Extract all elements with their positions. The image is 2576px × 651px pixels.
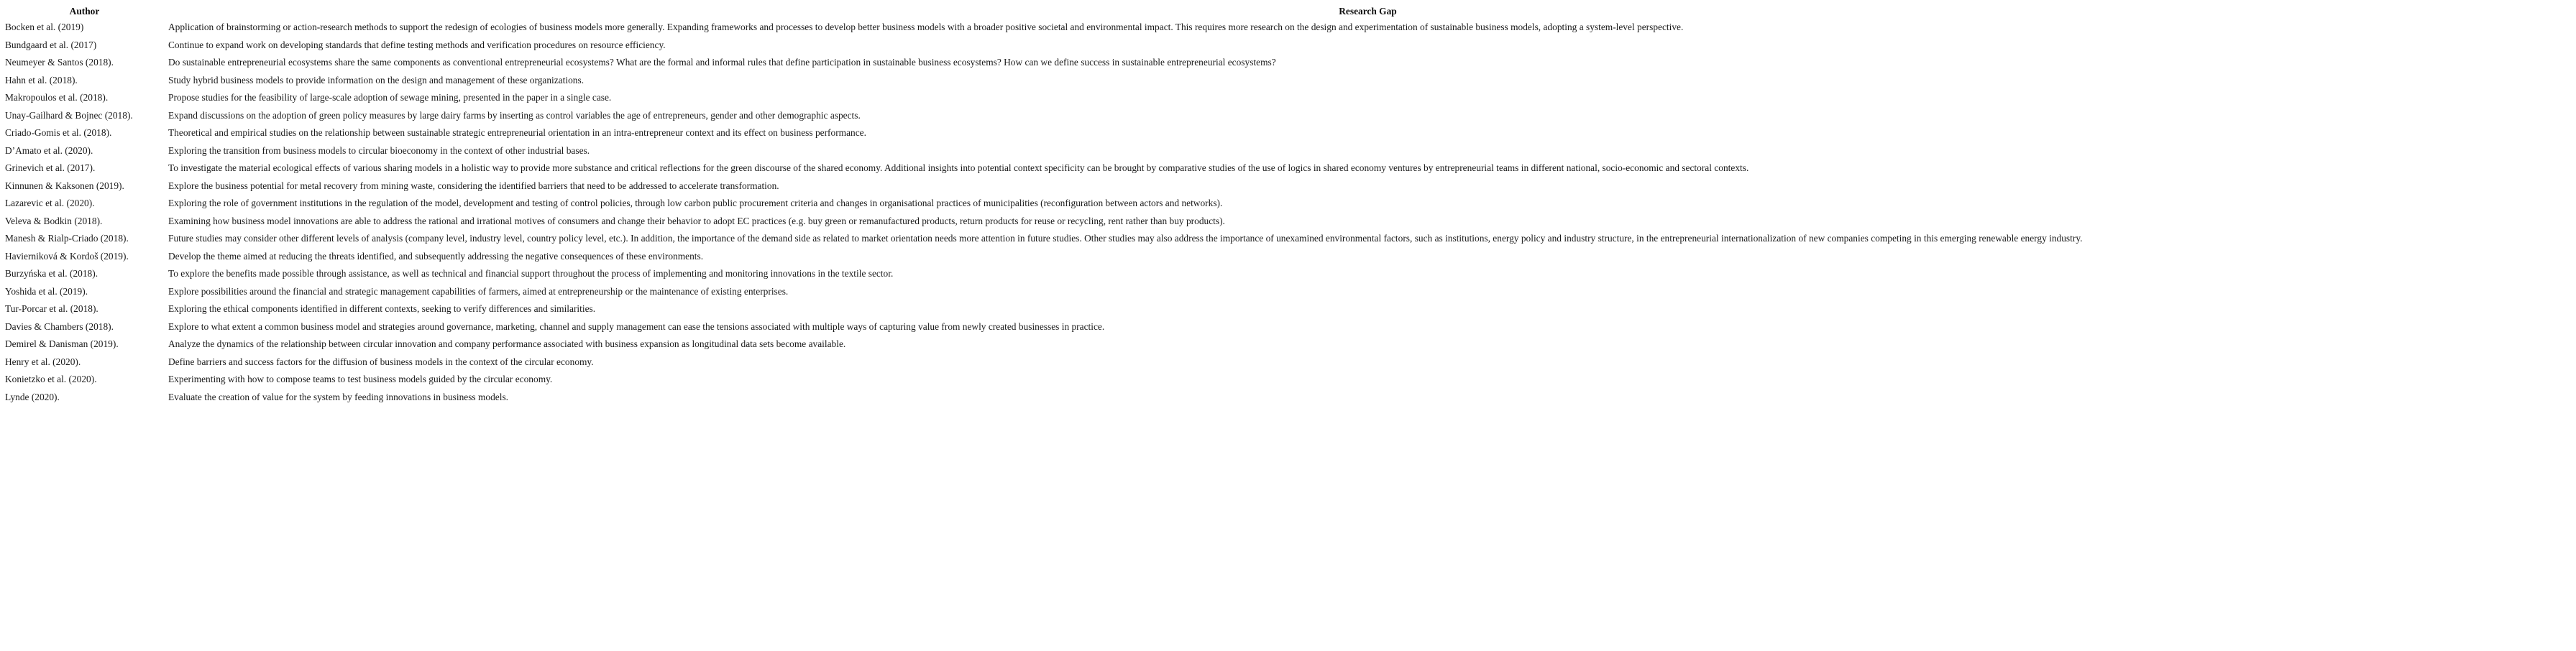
table-row (4, 213, 2570, 231)
research-gap-cell: Develop the theme aimed at reducing the threats identified, and subsequently addressing the negative consequences of these environments. (168, 250, 704, 262)
header-row (4, 4, 2570, 19)
research-gap-cell: Expand discussions on the adoption of green policy measures by large dairy farms by inserting as control variables the age of entrepreneurs, gender and other demographic aspects. (168, 109, 861, 121)
author-cell: Neumeyer & Santos (2018). (5, 57, 114, 68)
table-row (4, 89, 2570, 107)
research-gap-cell: Application of brainstorming or action-research methods to support the redesign of ecologies of business models more generally. Expanding frameworks and processes to develop better business models with a broader positive societal and environmental impact. This requires more research on the design and experimentation of sustainable business models, adopting a system-level perspective. (168, 22, 1684, 32)
research-gap-cell: Continue to expand work on developing standards that define testing methods and verification procedures on resource efficiency. (168, 39, 666, 50)
author-cell: Lynde (2020). (5, 391, 60, 402)
research-gap-cell: Propose studies for the feasibility of large-scale adoption of sewage mining, presented in the paper in a single case. (168, 92, 612, 103)
research-gap-cell: Define barriers and success factors for the diffusion of business models in the context of the circular economy. (168, 356, 594, 367)
table-body (4, 19, 2570, 406)
table-row (4, 54, 2570, 72)
table-row (4, 283, 2570, 301)
research-gap-cell: Study hybrid business models to provide information on the design and management of these organizations. (168, 74, 585, 86)
table-row (4, 265, 2570, 283)
author-cell: Bocken et al. (2019) (5, 22, 84, 32)
research-gap-cell: To explore the benefits made possible through assistance, as well as technical and financial support throughout the process of implementing and monitoring innovations in the textile sector. (168, 268, 894, 279)
table-row (4, 37, 2570, 55)
author-cell: Hahn et al. (2018). (5, 74, 78, 86)
research-gap-cell: Future studies may consider other different levels of analysis (company level, industry level, country policy level, etc.). In addition, the importance of the demand side as related to market orientation needs more attention in future studies. Other studies may also address the importance of unexamined environmental factors, such as institutions, energy policy and industry structure, in the entrepreneurial internationalization of new companies competing in this emerging renewable energy industry. (168, 233, 2083, 244)
table-row (4, 124, 2570, 142)
table-row (4, 371, 2570, 389)
research-gap-cell: Exploring the transition from business models to circular bioeconomy in the context of other industrial bases. (168, 144, 590, 156)
research-gap-cell: Theoretical and empirical studies on the relationship between sustainable strategic entrepreneurial orientation in an intra-entrepreneur context and its effect on business performance. (168, 127, 866, 138)
table-row (4, 72, 2570, 90)
table-row (4, 300, 2570, 318)
author-cell: Henry et al. (2020). (5, 356, 81, 367)
research-gap-cell: Explore the business potential for metal recovery from mining waste, considering the identified barriers that need to be addressed to accelerate transformation. (168, 180, 779, 191)
research-gap-cell: Experimenting with how to compose teams to test business models guided by the circular economy. (168, 374, 553, 384)
author-cell: Tur-Porcar et al. (2018). (5, 303, 98, 314)
author-cell: Lazarevic et al. (2020). (5, 198, 95, 208)
table-row (4, 354, 2570, 371)
table-row (4, 142, 2570, 160)
table-row (4, 336, 2570, 354)
research-gap-cell: Exploring the ethical components identified in different contexts, seeking to verify differences and similarities. (168, 303, 596, 314)
research-gap-cell: To investigate the material ecological effects of various sharing models in a holistic way to provide more substance and critical reflections for the green discourse of the shared economy. Additional insights into potential context specificity can be brought by comparative studies of the use of logics in shared economy ventures by entrepreneurial teams in different national, socio-economic and sectoral contexts. (168, 162, 1749, 173)
author-cell: Veleva & Bodkin (2018). (5, 215, 103, 226)
table-row (4, 248, 2570, 266)
table-row (4, 107, 2570, 125)
table-row (4, 318, 2570, 336)
author-cell: Makropoulos et al. (2018). (5, 92, 109, 103)
table-row (4, 177, 2570, 195)
table-header (4, 4, 2570, 19)
research-gap-cell: Exploring the role of government institutions in the regulation of the model, development and testing of control policies, through low carbon public procurement criteria and changes in organisational practices of municipalities (reconfiguration between actors and networks). (168, 198, 1223, 208)
research-gap-cell: Examining how business model innovations are able to address the rational and irrational motives of consumers and change their behavior to adopt EC practices (e.g. buy green or remanufactured products, return products for reuse or recycling, rent rather than buy products). (168, 215, 1225, 226)
research-gap-cell: Analyze the dynamics of the relationship between circular innovation and company performance associated with business expansion as longitudinal data sets become available. (168, 338, 846, 349)
research-gap-cell: Do sustainable entrepreneurial ecosystems share the same components as conventional entrepreneurial ecosystems? What are the formal and informal rules that define participation in sustainable business ecosystems? How can we define success in sustainable entrepreneurial ecosystems? (168, 57, 1276, 68)
table-row (4, 19, 2570, 37)
author-cell: Unay-Gailhard & Bojnec (2018). (5, 109, 133, 121)
author-cell: Demirel & Danisman (2019). (5, 338, 119, 349)
author-cell: Bundgaard et al. (2017) (5, 39, 97, 50)
research-gap-table (4, 4, 2570, 406)
author-cell: Grinevich et al. (2017). (5, 162, 96, 173)
author-cell: Kinnunen & Kaksonen (2019). (5, 180, 124, 191)
author-cell: Havierniková & Kordoš (2019). (5, 250, 129, 262)
author-cell: Criado-Gomis et al. (2018). (5, 127, 112, 138)
research-gap-column-header: Research Gap (1339, 6, 1397, 17)
research-gap-cell: Evaluate the creation of value for the system by feeding innovations in business models. (168, 391, 509, 402)
research-gap-cell: Explore possibilities around the financial and strategic management capabilities of farmers, aimed at entrepreneurship or the maintenance of existing enterprises. (168, 285, 789, 297)
table-row (4, 389, 2570, 407)
research-gap-cell: Explore to what extent a common business model and strategies around governance, marketing, channel and supply management can ease the tensions associated with multiple ways of capturing value from newly created businesses in practice. (168, 320, 1105, 332)
author-cell: Yoshida et al. (2019). (5, 285, 88, 297)
author-column-header: Author (69, 6, 100, 17)
table-row (4, 230, 2570, 248)
author-cell: Davies & Chambers (2018). (5, 320, 114, 332)
author-cell: Konietzko et al. (2020). (5, 374, 97, 384)
author-cell: Burzyńska et al. (2018). (5, 268, 98, 279)
table-row (4, 195, 2570, 213)
author-cell: D’Amato et al. (2020). (5, 144, 93, 156)
table-row (4, 160, 2570, 177)
author-cell: Manesh & Rialp-Criado (2018). (5, 233, 129, 244)
